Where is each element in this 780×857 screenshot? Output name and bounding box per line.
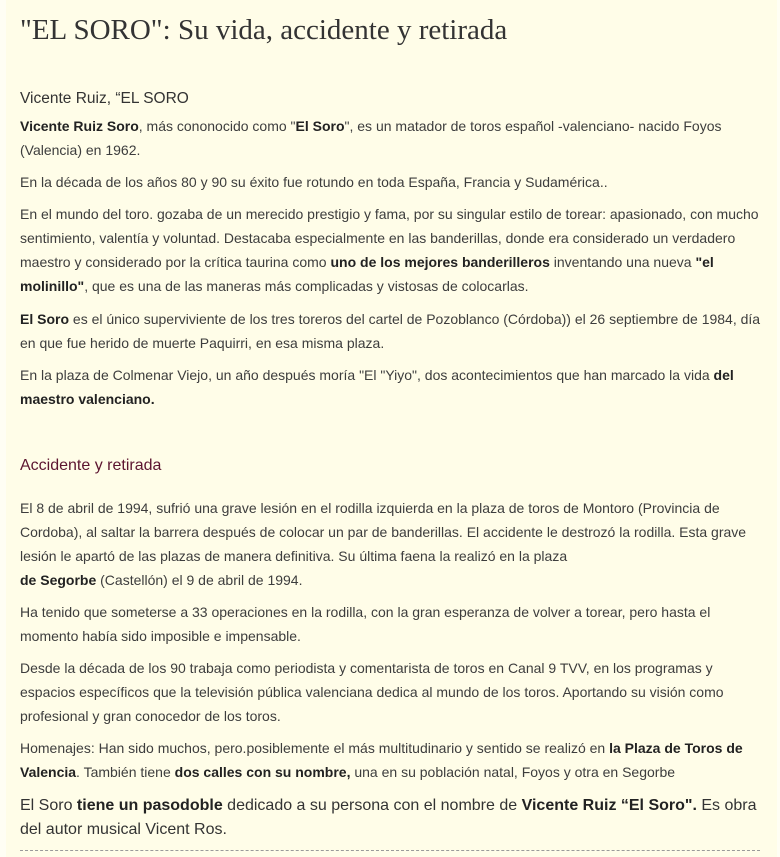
bold-text: del maestro valenciano. bbox=[20, 367, 734, 407]
page-edge-left bbox=[0, 0, 6, 857]
text: (Castellón) el 9 de abril de 1994. bbox=[96, 572, 303, 588]
dashed-divider bbox=[20, 850, 760, 851]
bold-text: "el molinillo" bbox=[20, 254, 714, 294]
text: Es obra del autor musical Vicent Ros. bbox=[20, 797, 757, 838]
text: El Soro bbox=[20, 797, 77, 814]
paragraph-journalist bbox=[20, 656, 762, 728]
paragraph-colmenar bbox=[20, 363, 762, 411]
text: una en su población natal, Foyos y otra en Segorbe bbox=[350, 764, 676, 780]
text: es el único superviviente de los tres toreros del cartel de Pozoblanco (Córdoba)) el 26 septiembre de 1984, día en que fue herido de muerte Paquirri, en esa misma plaza. bbox=[20, 311, 761, 351]
bold-text: uno de los mejores banderilleros bbox=[330, 254, 550, 270]
text: El 8 de abril de 1994, sufrió una grave lesión en el rodilla izquierda en la plaza de toros de Montoro (Provincia de Cordoba), al saltar la barrera después de colocar un par de banderillas. El accidente le destrozó la rodilla. Esta grave lesión le apartó de las plazas de manera definitiva. Su última faena la realizó en la plaza bbox=[20, 500, 747, 564]
text: dedicado a su persona con el nombre de bbox=[222, 797, 522, 814]
page-title: "EL SORO": Su vida, accidente y retirada bbox=[20, 14, 508, 46]
bold-text: Vicente Ruiz “El Soro". bbox=[521, 797, 697, 814]
text: Ha tenido que someterse a 33 operaciones en la rodilla, con la gran esperanza de volver a torear, pero hasta el momento había sido imposible e impensable. bbox=[20, 604, 711, 644]
paragraph-success bbox=[20, 170, 762, 194]
section-heading: Accidente y retirada bbox=[20, 457, 162, 474]
paragraph-intro bbox=[20, 114, 762, 162]
paragraph-accident bbox=[20, 496, 762, 592]
paragraph-pasodoble bbox=[20, 794, 762, 842]
byline: Vicente Ruiz, “EL SORO bbox=[20, 90, 189, 107]
bold-text: de Segorbe bbox=[20, 572, 97, 588]
text: En el mundo del toro. gozaba de un merecido prestigio y fama, por su singular estilo de torear: apasionado, con mucho sentimiento, valentía y voluntad. Destacaba especialmente en las banderillas, donde era considerado un verdadero maestro y considerado por la crítica taurina como bbox=[20, 206, 759, 270]
paragraph-pozoblanco bbox=[20, 307, 762, 355]
paragraph-homages bbox=[20, 736, 762, 784]
text: , que es una de las maneras más complicadas y vistosas de colocarlas. bbox=[84, 278, 529, 294]
bold-text: dos calles con su nombre, bbox=[174, 764, 351, 780]
text: inventando una nueva bbox=[549, 254, 696, 270]
bold-text: tiene un pasodoble bbox=[76, 797, 223, 814]
paragraph-style bbox=[20, 202, 762, 298]
text: , más cononocido como " bbox=[138, 118, 296, 134]
text: En la década de los años 80 y 90 su éxito fue rotundo en toda España, Francia y Sudamérica.. bbox=[20, 174, 608, 190]
text: Homenajes: Han sido muchos, pero.posiblemente el más multitudinario y sentido se realizó en bbox=[20, 740, 610, 756]
paragraph-operations bbox=[20, 600, 762, 648]
bold-text: El Soro bbox=[295, 118, 345, 134]
bold-text: Vicente Ruiz Soro bbox=[20, 118, 139, 134]
text: Desde la década de los 90 trabaja como periodista y comentarista de toros en Canal 9 TVV, en los programas y espacios específicos que la televisión pública valenciana dedica al mundo de los toros. Aportando su visión como profesional y gran conocedor de los toros. bbox=[20, 660, 724, 724]
bold-text: la Plaza de Toros de Valencia bbox=[20, 740, 743, 780]
bold-text: El Soro bbox=[20, 311, 70, 327]
text: En la plaza de Colmenar Viejo, un año después moría "El "Yiyo", dos acontecimientos que han marcado la vida bbox=[20, 367, 714, 383]
text: ", es un matador de toros español -valenciano- nacido Foyos (Valencia) en 1962. bbox=[20, 118, 722, 158]
text: . También tiene bbox=[76, 764, 175, 780]
